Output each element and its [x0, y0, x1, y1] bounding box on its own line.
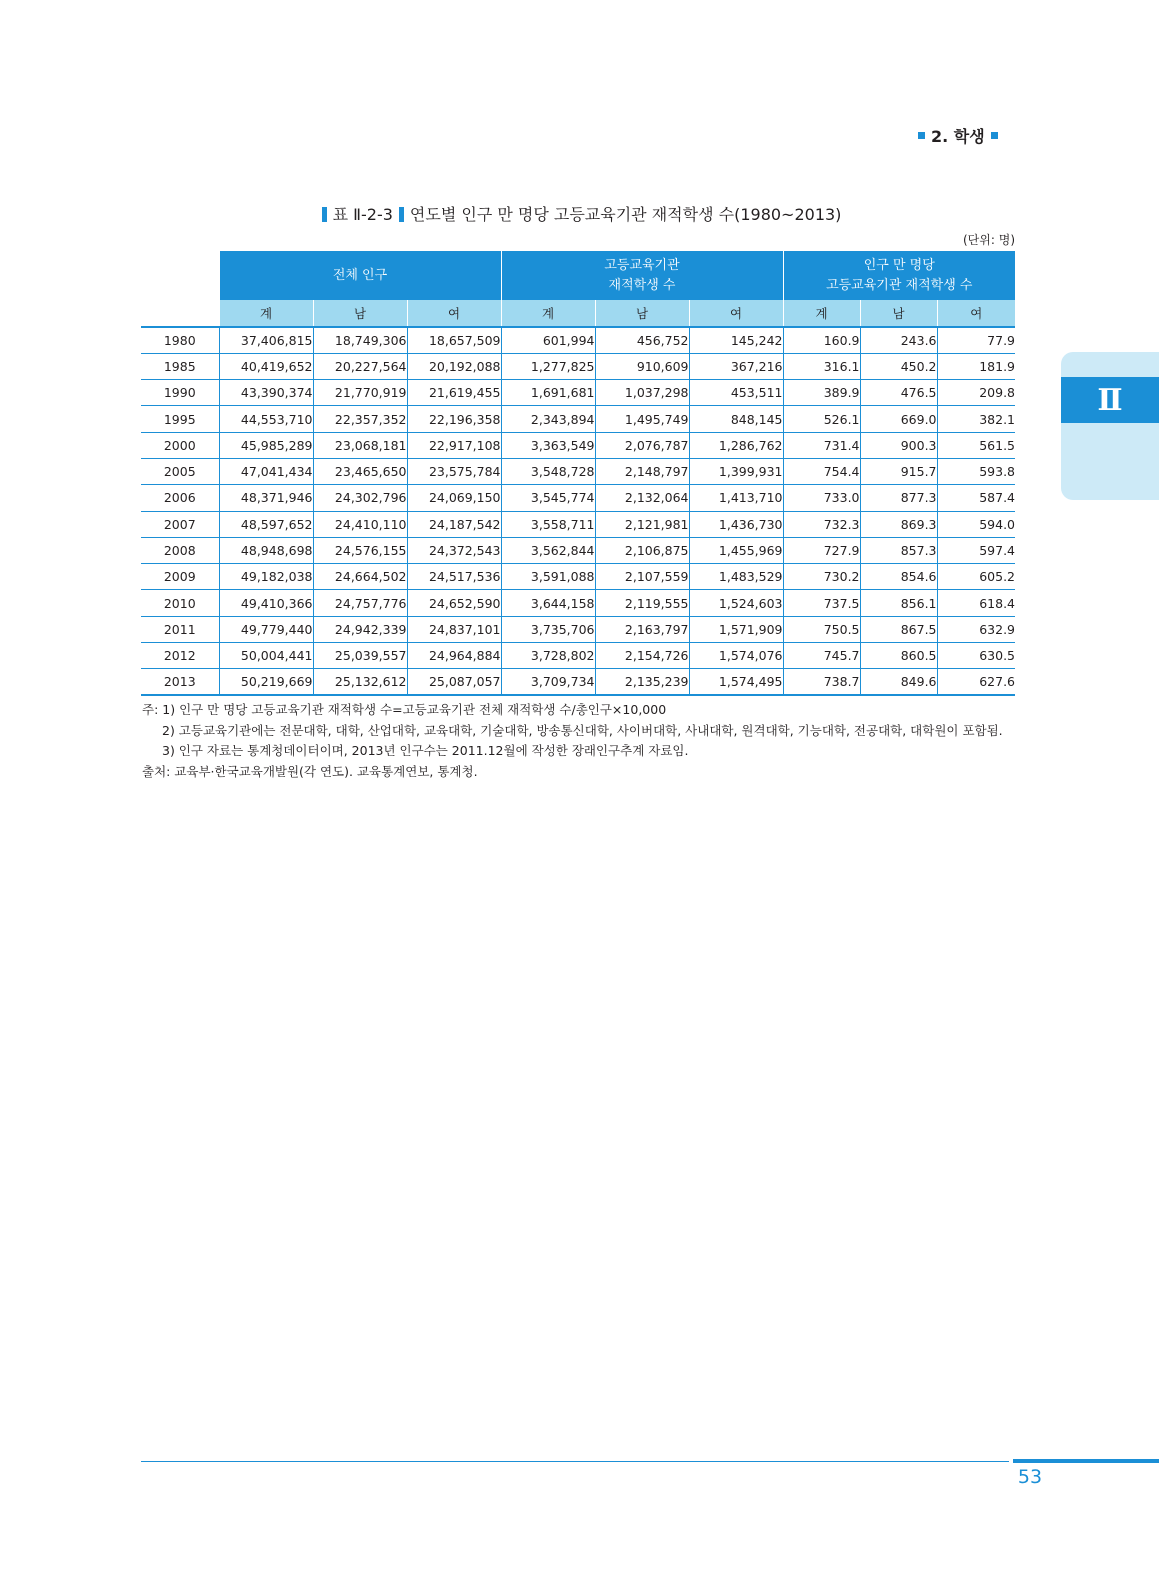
table-cell: 2,119,555	[595, 590, 689, 616]
table-cell: 382.1	[937, 406, 1015, 432]
table-cell: 24,517,536	[407, 564, 501, 590]
table-cell: 24,187,542	[407, 511, 501, 537]
table-cell: 594.0	[937, 511, 1015, 537]
note-line: 3) 인구 자료는 통계청데이터이며, 2013년 인구수는 2011.12월에 작성한 장래인구추계 자료임.	[162, 743, 689, 758]
group-header: 인구 만 명당 고등교육기관 재적학생 수	[783, 251, 1015, 300]
table-cell: 2,107,559	[595, 564, 689, 590]
table-cell: 2,163,797	[595, 616, 689, 642]
table-cell: 1,277,825	[501, 353, 595, 379]
table-cell: 1,286,762	[689, 432, 783, 458]
table-cell: 526.1	[783, 406, 860, 432]
data-table	[141, 251, 1015, 696]
table-cell: 630.5	[937, 643, 1015, 669]
table-cell: 632.9	[937, 616, 1015, 642]
table-cell: 587.4	[937, 485, 1015, 511]
table-cell: 2,343,894	[501, 406, 595, 432]
table-cell: 25,087,057	[407, 669, 501, 695]
table-cell: 22,196,358	[407, 406, 501, 432]
table-cell: 456,752	[595, 327, 689, 353]
table-cell: 605.2	[937, 564, 1015, 590]
table-cell: 23,068,181	[313, 432, 407, 458]
year-cell: 2006	[141, 485, 219, 511]
table-cell: 243.6	[860, 327, 937, 353]
table-row	[141, 537, 1015, 563]
table-row	[141, 669, 1015, 695]
year-cell: 1990	[141, 380, 219, 406]
table-cell: 45,985,289	[219, 432, 313, 458]
table-cell: 453,511	[689, 380, 783, 406]
table-cell: 389.9	[783, 380, 860, 406]
table-cell: 3,644,158	[501, 590, 595, 616]
table-cell: 2,135,239	[595, 669, 689, 695]
table-row	[141, 353, 1015, 379]
note-line: 2) 고등교육기관에는 전문대학, 대학, 산업대학, 교육대학, 기술대학, 방송통신대학, 사이버대학, 사내대학, 원격대학, 기능대학, 전공대학, 대학원이 포함됨.	[162, 722, 1003, 738]
table-cell: 24,069,150	[407, 485, 501, 511]
chapter-side-tab	[1061, 352, 1159, 500]
table-cell: 20,227,564	[313, 353, 407, 379]
table-cell: 900.3	[860, 432, 937, 458]
group-header: 전체 인구	[219, 251, 501, 300]
table-title-prefix: 표 Ⅱ-2-3	[332, 205, 393, 224]
table-cell: 1,436,730	[689, 511, 783, 537]
table-cell: 24,576,155	[313, 537, 407, 563]
table-row	[141, 432, 1015, 458]
year-cell: 2011	[141, 616, 219, 642]
table-cell: 48,948,698	[219, 537, 313, 563]
table-cell: 593.8	[937, 458, 1015, 484]
table-cell: 145,242	[689, 327, 783, 353]
year-cell: 2012	[141, 643, 219, 669]
table-cell: 1,399,931	[689, 458, 783, 484]
year-cell: 2013	[141, 669, 219, 695]
table-cell: 20,192,088	[407, 353, 501, 379]
table-row	[141, 643, 1015, 669]
table-cell: 854.6	[860, 564, 937, 590]
sub-header: 계	[783, 300, 860, 327]
table-cell: 47,041,434	[219, 458, 313, 484]
sub-header: 여	[937, 300, 1015, 327]
sub-header: 여	[689, 300, 783, 327]
table-cell: 727.9	[783, 537, 860, 563]
section-header-text: 2. 학생	[931, 126, 985, 146]
table-cell: 160.9	[783, 327, 860, 353]
square-bullet-icon	[918, 132, 925, 139]
table-cell: 857.3	[860, 537, 937, 563]
table-cell: 367,216	[689, 353, 783, 379]
table-cell: 24,837,101	[407, 616, 501, 642]
table-cell: 618.4	[937, 590, 1015, 616]
table-body	[141, 327, 1015, 695]
sub-header: 계	[501, 300, 595, 327]
table-cell: 3,735,706	[501, 616, 595, 642]
table-cell: 1,571,909	[689, 616, 783, 642]
table-cell: 49,410,366	[219, 590, 313, 616]
table-cell: 669.0	[860, 406, 937, 432]
chapter-side-tab-label: Ⅱ	[1061, 377, 1159, 423]
year-cell: 1980	[141, 327, 219, 353]
table-cell: 476.5	[860, 380, 937, 406]
table-cell: 209.8	[937, 380, 1015, 406]
table-cell: 50,219,669	[219, 669, 313, 695]
table-cell: 745.7	[783, 643, 860, 669]
sub-header: 남	[313, 300, 407, 327]
table-cell: 1,524,603	[689, 590, 783, 616]
source-line: 출처: 교육부·한국교육개발원(각 연도). 교육통계연보, 통계청.	[142, 763, 478, 779]
table-cell: 1,037,298	[595, 380, 689, 406]
year-cell: 2005	[141, 458, 219, 484]
table-notes	[142, 700, 1022, 782]
table-cell: 737.5	[783, 590, 860, 616]
table-cell: 24,964,884	[407, 643, 501, 669]
table-cell: 731.4	[783, 432, 860, 458]
table-cell: 1,483,529	[689, 564, 783, 590]
table-cell: 24,652,590	[407, 590, 501, 616]
table-cell: 50,004,441	[219, 643, 313, 669]
table-cell: 25,039,557	[313, 643, 407, 669]
table-row	[141, 616, 1015, 642]
year-cell: 1985	[141, 353, 219, 379]
table-cell: 910,609	[595, 353, 689, 379]
table-row	[141, 564, 1015, 590]
group-header-row	[141, 251, 1015, 300]
group-header: 고등교육기관 재적학생 수	[501, 251, 783, 300]
table-cell: 18,657,509	[407, 327, 501, 353]
table-cell: 43,390,374	[219, 380, 313, 406]
year-cell: 2007	[141, 511, 219, 537]
table-cell: 48,371,946	[219, 485, 313, 511]
table-cell: 22,357,352	[313, 406, 407, 432]
year-cell: 2010	[141, 590, 219, 616]
section-header	[918, 124, 1008, 146]
table-cell: 627.6	[937, 669, 1015, 695]
table-cell: 22,917,108	[407, 432, 501, 458]
table-cell: 25,132,612	[313, 669, 407, 695]
table-cell: 24,372,543	[407, 537, 501, 563]
year-cell: 2008	[141, 537, 219, 563]
table-row	[141, 406, 1015, 432]
table-row	[141, 327, 1015, 353]
sub-header: 남	[860, 300, 937, 327]
table-cell: 24,757,776	[313, 590, 407, 616]
table-cell: 3,548,728	[501, 458, 595, 484]
table-row	[141, 511, 1015, 537]
table-cell: 2,154,726	[595, 643, 689, 669]
table-cell: 49,779,440	[219, 616, 313, 642]
table-cell: 44,553,710	[219, 406, 313, 432]
table-cell: 3,728,802	[501, 643, 595, 669]
table-cell: 37,406,815	[219, 327, 313, 353]
table-cell: 730.2	[783, 564, 860, 590]
table-cell: 2,106,875	[595, 537, 689, 563]
table-cell: 601,994	[501, 327, 595, 353]
table-cell: 23,465,650	[313, 458, 407, 484]
table-title-text: 연도별 인구 만 명당 고등교육기관 재적학생 수(1980~2013)	[409, 205, 842, 224]
sub-header: 여	[407, 300, 501, 327]
table-cell: 856.1	[860, 590, 937, 616]
table-cell: 2,121,981	[595, 511, 689, 537]
sub-header-row	[141, 300, 1015, 327]
table-cell: 1,691,681	[501, 380, 595, 406]
table-cell: 2,076,787	[595, 432, 689, 458]
table-row	[141, 380, 1015, 406]
table-cell: 3,545,774	[501, 485, 595, 511]
table-cell: 24,302,796	[313, 485, 407, 511]
table-cell: 3,363,549	[501, 432, 595, 458]
table-cell: 40,419,652	[219, 353, 313, 379]
title-bar-icon	[322, 207, 327, 222]
table-cell: 2,148,797	[595, 458, 689, 484]
sub-header: 남	[595, 300, 689, 327]
table-title	[142, 202, 1015, 225]
sub-header: 계	[219, 300, 313, 327]
table-cell: 754.4	[783, 458, 860, 484]
title-bar-icon	[399, 207, 404, 222]
footer-accent-bar	[1013, 1459, 1159, 1463]
table-cell: 849.6	[860, 669, 937, 695]
year-cell: 2000	[141, 432, 219, 458]
table-cell: 24,410,110	[313, 511, 407, 537]
table-cell: 49,182,038	[219, 564, 313, 590]
table-cell: 1,455,969	[689, 537, 783, 563]
table-cell: 23,575,784	[407, 458, 501, 484]
note-line: 주: 1) 인구 만 명당 고등교육기관 재적학생 수=고등교육기관 전체 재적학생 수/총인구×10,000	[142, 702, 667, 717]
footer-divider	[141, 1461, 1009, 1462]
table-cell: 732.3	[783, 511, 860, 537]
table-cell: 1,495,749	[595, 406, 689, 432]
table-row	[141, 590, 1015, 616]
table-cell: 3,558,711	[501, 511, 595, 537]
table-cell: 316.1	[783, 353, 860, 379]
table-cell: 915.7	[860, 458, 937, 484]
table-cell: 867.5	[860, 616, 937, 642]
header-blank	[141, 251, 219, 300]
table-cell: 869.3	[860, 511, 937, 537]
square-bullet-icon	[991, 132, 998, 139]
table-cell: 1,413,710	[689, 485, 783, 511]
table-cell: 1,574,076	[689, 643, 783, 669]
table-cell: 21,770,919	[313, 380, 407, 406]
table-row	[141, 485, 1015, 511]
table-cell: 848,145	[689, 406, 783, 432]
table-cell: 181.9	[937, 353, 1015, 379]
table-cell: 1,574,495	[689, 669, 783, 695]
year-cell: 2009	[141, 564, 219, 590]
table-cell: 450.2	[860, 353, 937, 379]
table-cell: 733.0	[783, 485, 860, 511]
header-blank	[141, 300, 219, 327]
table-cell: 48,597,652	[219, 511, 313, 537]
table-cell: 21,619,455	[407, 380, 501, 406]
table-cell: 24,664,502	[313, 564, 407, 590]
table-cell: 3,562,844	[501, 537, 595, 563]
table-cell: 750.5	[783, 616, 860, 642]
table-cell: 3,709,734	[501, 669, 595, 695]
unit-label: (단위: 명)	[963, 233, 1015, 247]
table-cell: 2,132,064	[595, 485, 689, 511]
table-cell: 597.4	[937, 537, 1015, 563]
year-cell: 1995	[141, 406, 219, 432]
table-cell: 738.7	[783, 669, 860, 695]
table-row	[141, 458, 1015, 484]
table-cell: 877.3	[860, 485, 937, 511]
table-cell: 77.9	[937, 327, 1015, 353]
table-cell: 860.5	[860, 643, 937, 669]
table-cell: 24,942,339	[313, 616, 407, 642]
table-cell: 18,749,306	[313, 327, 407, 353]
page-number: 53	[1017, 1466, 1043, 1488]
table-cell: 3,591,088	[501, 564, 595, 590]
table-cell: 561.5	[937, 432, 1015, 458]
